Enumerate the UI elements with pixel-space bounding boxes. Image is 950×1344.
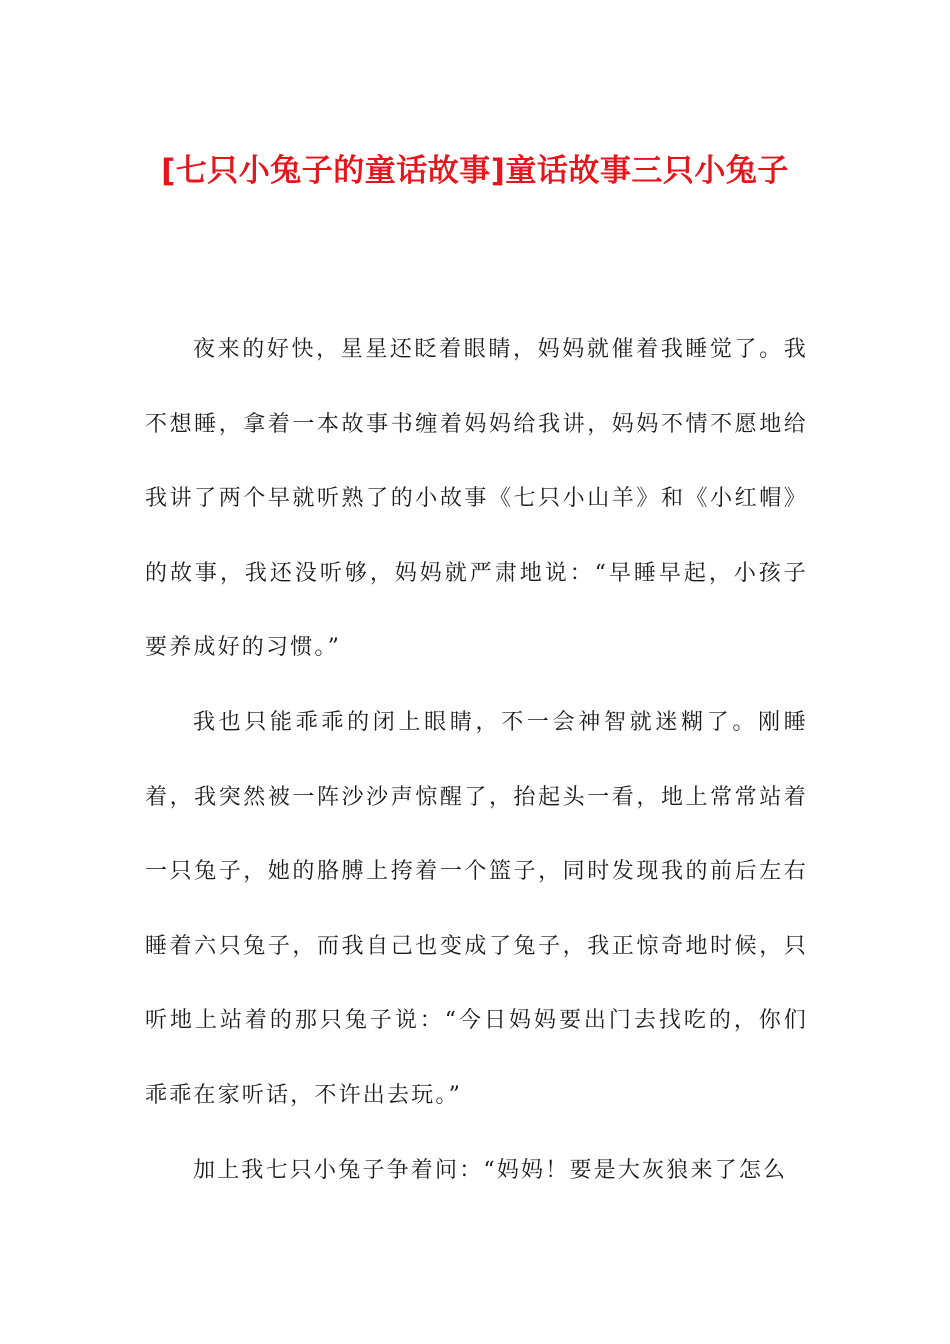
paragraph-2: 我也只能乖乖的闭上眼睛，不一会神智就迷糊了。刚睡着，我突然被一阵沙沙声惊醒了，抬起头一看，地上常常站着一只兔子，她的胳膊上挎着一个篮子，同时发现我的前后左右睡着六只兔子，而我自己也变成了兔子，我正惊奇地时候，只听地上站着的那只兔子说：“今日妈妈要出门去找吃的，你们乖乖在家听话，不许出去玩。” <box>145 709 808 1108</box>
paragraph-1: 夜来的好快，星星还眨着眼睛，妈妈就催着我睡觉了。我不想睡，拿着一本故事书缠着妈妈给我讲，妈妈不情不愿地给我讲了两个早就听熟了的小故事《七只小山羊》和《小红帽》的故事，我还没听够，妈妈就严肃地说：“早睡早起，小孩子要养成好的习惯。” <box>145 337 808 661</box>
document-body <box>145 313 808 1208</box>
document-title: [七只小兔子的童话故事]童话故事三只小兔子 <box>161 153 789 189</box>
paragraph-3: 加上我七只小兔子争着问：“妈妈！要是大灰狼来了怎么 <box>193 1157 788 1183</box>
